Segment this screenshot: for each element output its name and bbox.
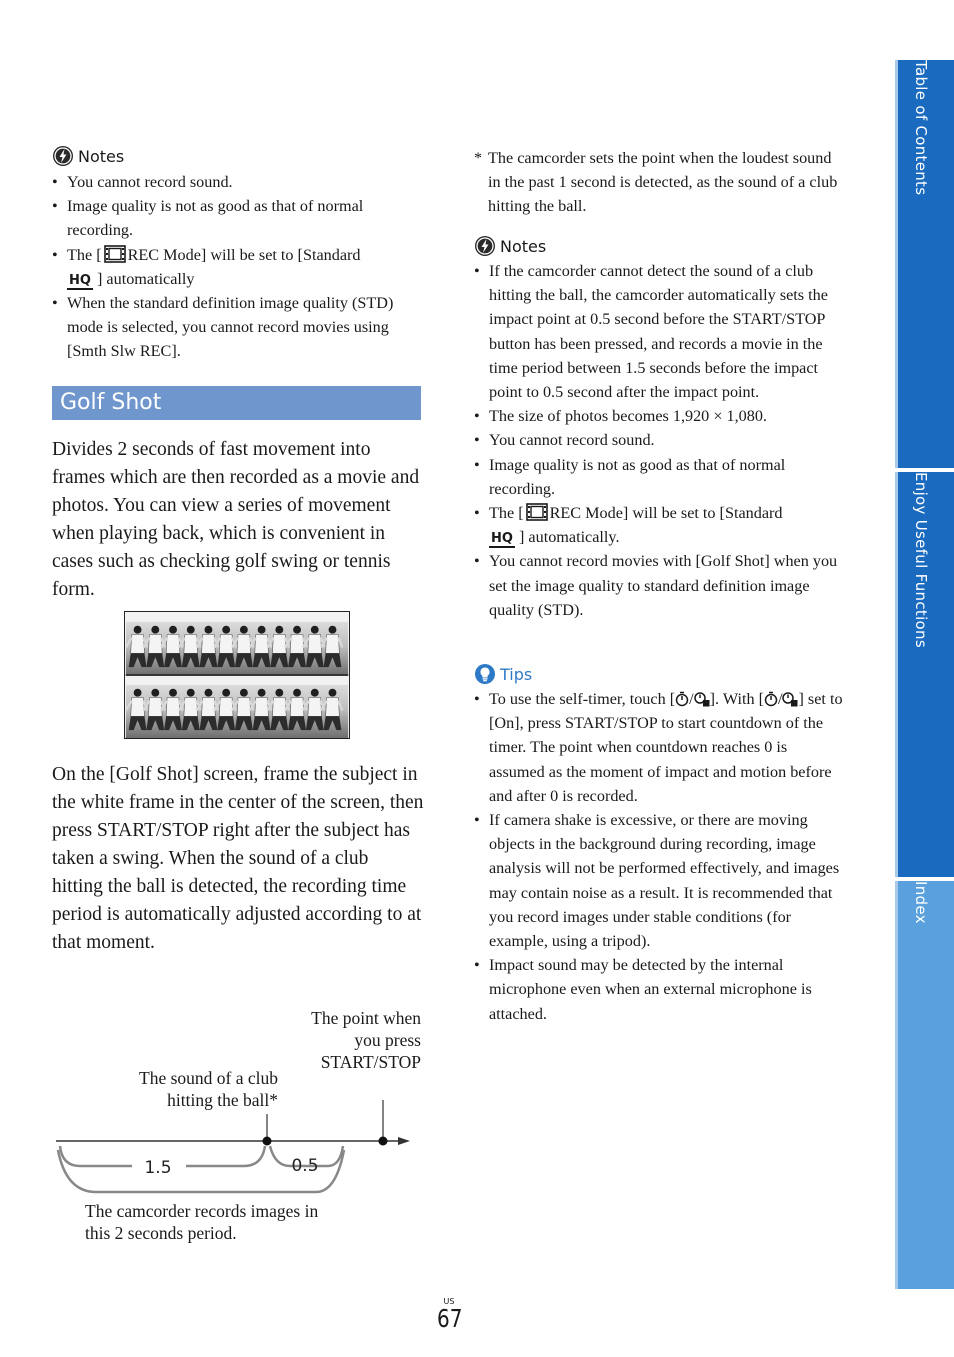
self-timer-icon <box>675 691 689 707</box>
timeline-diagram <box>0 1100 430 1200</box>
notes-heading-label: Notes <box>500 236 547 256</box>
self-timer-on-icon <box>782 691 798 707</box>
list-item-text: / <box>689 690 694 708</box>
list-item-text: To use the self-timer, touch [ <box>489 690 676 708</box>
list-item: • The size of photos becomes 1,920 × 1,080. <box>474 404 844 428</box>
footnote-mark: * <box>474 149 483 167</box>
list-item: • You cannot record movies with [Golf Shot] when you set the image quality to standard definition image quality (STD). <box>474 549 844 622</box>
press-point-marker <box>379 1137 388 1146</box>
timeline-arrowhead <box>398 1137 410 1145</box>
list-item-text: ]. With [ <box>709 690 764 708</box>
golf-shot-intro: Divides 2 seconds of fast movement into frames which are then recorded as a movie and photos. You can view a series of movement when playing back, which is convenient in cases such as checking golf swing or tennis form. <box>52 439 420 600</box>
list-item: • You cannot record sound. <box>474 428 844 452</box>
hq-icon: HQ <box>491 531 513 547</box>
list-item: • Impact sound may be detected by the internal microphone even when an external microphone is attached. <box>474 953 846 1026</box>
left-notes-list <box>52 170 412 364</box>
list-item: • Image quality is not as good as that of normal recording. <box>52 194 412 242</box>
diagram-label-press-point: The point when you press START/STOP <box>311 1008 421 1072</box>
list-item: • If camera shake is excessive, or there are moving objects in the background during recording, image analysis will not be performed effectively, and images may contain noise as a result. It is recommended that you record images under stable conditions (for example, using a tripod). <box>474 808 846 953</box>
tips-heading-label: Tips <box>500 664 533 684</box>
list-item <box>52 243 412 291</box>
tab-label: Table of Contents <box>912 60 930 196</box>
list-item: • Image quality is not as good as that of normal recording. <box>474 453 844 501</box>
tab-table-of-contents[interactable] <box>895 60 954 468</box>
list-item <box>474 687 846 808</box>
notes-icon <box>52 145 74 167</box>
list-item-text: The [ <box>489 504 524 523</box>
list-item-text: REC Mode] will be set to [Standard <box>127 245 361 264</box>
list-item-text: The [ <box>67 245 102 264</box>
after-impact-value: 0.5 <box>291 1156 319 1176</box>
golf-swing-sequence-image <box>124 611 350 739</box>
tab-label: Index <box>912 881 930 924</box>
footnote-text: The camcorder sets the point when the loudest sound in the past 1 second is detected, as the sound of a club hitting the ball. <box>488 149 838 216</box>
page-region: US <box>443 1297 455 1306</box>
right-notes-list <box>474 259 844 622</box>
diagram-caption: The camcorder records images in this 2 seconds period. <box>85 1201 319 1243</box>
before-impact-value: 1.5 <box>144 1158 172 1178</box>
film-icon <box>526 503 548 521</box>
footnote <box>474 146 854 219</box>
tab-index[interactable] <box>895 881 954 1289</box>
notes-icon <box>474 235 496 257</box>
notes-heading-label: Notes <box>78 146 125 166</box>
list-item: • You cannot record sound. <box>52 170 412 194</box>
film-icon <box>104 245 126 263</box>
self-timer-on-icon <box>694 691 710 707</box>
page-number <box>434 1297 464 1332</box>
self-timer-icon <box>764 691 778 707</box>
tab-label: Enjoy Useful Functions <box>912 472 930 648</box>
section-heading-golf-shot: Golf Shot <box>52 386 421 420</box>
list-item <box>474 501 844 549</box>
list-item-text: / <box>777 690 783 708</box>
list-item-text: ] automatically <box>96 269 195 288</box>
tips-lightbulb-icon <box>474 663 496 685</box>
impact-point-marker <box>263 1137 272 1146</box>
tips-heading <box>474 663 532 685</box>
notes-heading <box>52 145 124 167</box>
tab-enjoy-useful-functions[interactable] <box>895 472 954 877</box>
list-item-text: ] automatically. <box>518 528 620 547</box>
diagram-label-club-sound: The sound of a club hitting the ball* <box>139 1068 278 1110</box>
golf-shot-instructions: On the [Golf Shot] screen, frame the subject in the white frame in the center of the screen, then press START/STOP right after the subject has taken a swing. When the sound of a club hitting the ball is detected, the recording time period is automatically adjusted according to at that moment. <box>52 764 424 953</box>
tips-list <box>474 687 846 1026</box>
list-item: • If the camcorder cannot detect the sound of a club hitting the ball, the camcorder automatically sets the impact point at 0.5 second before the START/STOP button has been pressed, and records a movie in the time period between 1.5 seconds before the impact point to 0.5 second after the impact point. <box>474 259 844 404</box>
notes-heading <box>474 235 546 257</box>
list-item-text: REC Mode] will be set to [Standard <box>549 504 783 523</box>
list-item: • When the standard definition image quality (STD) mode is selected, you cannot record movies using [Smth Slw REC]. <box>52 291 412 364</box>
hq-icon: HQ <box>69 272 91 288</box>
page-number-value: 67 <box>437 1304 463 1333</box>
list-item-text: ] set to [On], press START/STOP to start countdown of the timer. The point when countdown reaches 0 is assumed as the moment of impact and motion before and after 0 is recorded. <box>489 690 843 805</box>
